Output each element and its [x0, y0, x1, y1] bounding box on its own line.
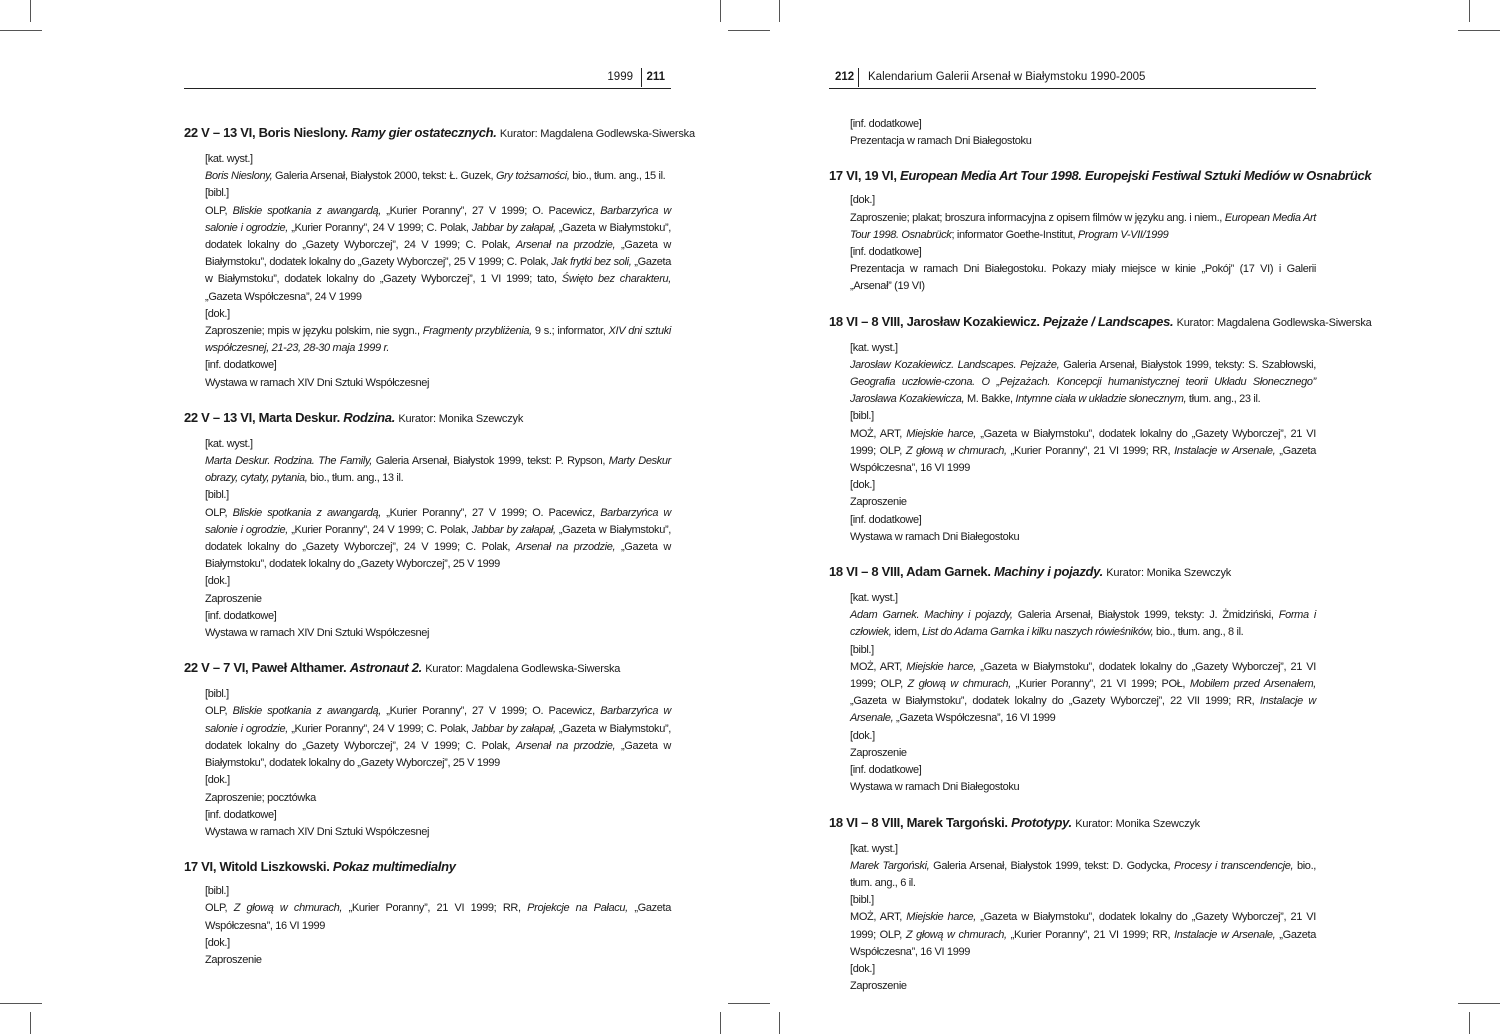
- entry-line: [205, 357, 671, 374]
- entry-line: [205, 883, 671, 900]
- line-text: [dok.]: [205, 575, 230, 588]
- entry-line: [205, 487, 671, 504]
- entry-title: Astronaut 2.: [349, 660, 422, 676]
- entry-line: [850, 745, 1316, 762]
- calendar-entry: [829, 313, 1372, 546]
- entry-line: [850, 590, 1316, 607]
- entry-title: Ramy gier ostatecznych.: [351, 125, 497, 140]
- crop-mark: [30, 0, 31, 22]
- italic-title-text: Jabbar by załapał,: [471, 722, 556, 735]
- entry-body: [829, 590, 1316, 796]
- page-content: [829, 116, 1372, 1012]
- italic-title-text: Instalacje w Arsenale,: [1174, 928, 1276, 941]
- entry-title: Machiny i pojazdy.: [993, 564, 1103, 580]
- line-text: Galeria Arsenał, Białystok 2000, tekst: Ł. Guzek,: [272, 170, 496, 183]
- running-head-year: 1999: [607, 71, 633, 83]
- calendar-entry: [184, 124, 695, 392]
- line-text: Wystawa w ramach XIV Dni Sztuki Współczesnej: [205, 627, 430, 640]
- italic-title-text: Marta Deskur. Rodzina. The Family,: [205, 455, 373, 468]
- line-text: MOŻ, ART,: [850, 427, 907, 440]
- line-text: „Gazeta Współczesna”, 16 VI 1999: [205, 902, 671, 932]
- line-text: „Gazeta w Białymstoku”, dodatek lokalny do „Gazety Wyborczej”, 21 VI 1999; OLP,: [850, 427, 1316, 457]
- entry-line: [205, 824, 671, 841]
- entry-line: [850, 210, 1316, 244]
- line-text: Zaproszenie: [205, 592, 262, 605]
- entry-line: [850, 909, 1316, 961]
- italic-title-text: Miejskie harce,: [906, 427, 976, 440]
- line-text: „Gazeta w Białymstoku”, dodatek lokalny do „Gazety Wyborczej”, 25 V 1999; C. Polak,: [205, 239, 672, 269]
- italic-title-text: Program V-VII/1999: [1077, 228, 1169, 241]
- entry-line: [205, 935, 671, 952]
- line-text: [bibl.]: [850, 643, 874, 656]
- line-text: OLP,: [205, 506, 233, 519]
- entry-dates-artist: 18 VI – 8 VIII, Marek Targoński.: [829, 814, 1008, 830]
- entry-line: [205, 505, 671, 574]
- italic-title-text: Instalacje w Arsenale,: [1174, 444, 1276, 457]
- entry-line: [205, 573, 671, 590]
- line-text: Wystawa w ramach Dni Białegostoku: [850, 530, 1020, 543]
- entry-line: [205, 453, 671, 487]
- line-text: Zaproszenie: [850, 496, 907, 509]
- page-content: [184, 124, 695, 986]
- line-text: Zaproszenie: [205, 953, 262, 966]
- crop-mark: [779, 1012, 780, 1034]
- entry-line: [850, 841, 1316, 858]
- italic-title-text: Jabbar by załapał,: [471, 221, 556, 234]
- line-text: [dok.]: [850, 194, 875, 207]
- line-text: tłum. ang., 23 il.: [1186, 393, 1261, 406]
- line-text: Galeria Arsenał, Białystok 1999, tekst: P. Rypson,: [372, 455, 609, 468]
- line-text: idem,: [891, 626, 923, 639]
- line-text: „Kurier Poranny”, 21 VI 1999; RR,: [1006, 928, 1175, 941]
- italic-title-text: Instalacje w Arsenale,: [850, 695, 1317, 725]
- entry-line: [205, 168, 671, 185]
- left-page: [184, 0, 695, 1034]
- line-text: „Kurier Poranny”, 21 VI 1999; RR,: [342, 902, 528, 915]
- entry-heading: [829, 814, 1316, 833]
- italic-title-text: Jak frytki bez soli,: [551, 256, 632, 269]
- entry-heading: [829, 313, 1372, 332]
- entry-body: [829, 841, 1316, 996]
- line-text: [dok.]: [850, 962, 875, 975]
- entry-body: [829, 192, 1316, 295]
- entry-line: [850, 494, 1316, 511]
- line-text: MOŻ, ART,: [850, 911, 907, 924]
- running-head-divider: [858, 68, 859, 87]
- line-text: MOŻ, ART,: [850, 660, 907, 673]
- line-text: OLP,: [205, 204, 233, 217]
- line-text: Zaproszenie; mpis w języku polskim, nie sygn.,: [205, 325, 423, 338]
- line-text: [kat. wyst.]: [850, 842, 898, 855]
- line-text: Wystawa w ramach Dni Białegostoku: [850, 781, 1020, 794]
- continuation-block: [829, 116, 1316, 150]
- entry-curator: Kurator: Monika Szewczyk: [1106, 567, 1232, 580]
- line-text: bio., tłum. ang., 8 il.: [1153, 626, 1244, 639]
- line-text: „Gazeta w Białymstoku”, dodatek lokalny do „Gazety Wyborczej”, 24 V 1999; C. Polak,: [205, 722, 671, 752]
- italic-title-text: Święto bez charakteru,: [561, 273, 671, 286]
- line-text: [inf. dodatkowe]: [205, 359, 277, 372]
- entry-line: [205, 807, 671, 824]
- entry-line: [850, 426, 1316, 478]
- italic-title-text: XIV dni sztuki współczesnej, 21-23, 28-30 maja 1999 r.: [205, 325, 671, 355]
- crop-mark: [720, 0, 721, 22]
- line-text: „Gazeta Współczesna”, 16 VI 1999: [850, 444, 1316, 475]
- line-text: [dok.]: [205, 307, 230, 320]
- entry-line: [205, 625, 671, 642]
- italic-title-text: Adam Garnek. Machiny i pojazdy,: [850, 609, 1013, 622]
- entry-title: Rodzina.: [343, 409, 396, 425]
- entry-line: [205, 900, 671, 934]
- entry-line: [850, 512, 1316, 529]
- line-text: „Gazeta w Białymstoku”, dodatek lokalny do „Gazety Wyborczej”, 25 V 1999: [205, 541, 672, 571]
- entry-heading: [829, 167, 1372, 184]
- line-text: [kat. wyst.]: [850, 592, 898, 605]
- italic-title-text: Projekcje na Pałacu,: [527, 902, 628, 915]
- running-head: [829, 68, 1316, 89]
- entry-heading: [184, 858, 671, 875]
- italic-title-text: Z głową w chmurach,: [905, 444, 1007, 457]
- crop-mark: [1458, 1003, 1500, 1004]
- entry-curator: Kurator: Magdalena Godlewska-Siwerska: [499, 128, 695, 140]
- line-text: OLP,: [205, 705, 233, 718]
- entry-line: [850, 978, 1316, 995]
- entry-dates-artist: 18 VI – 8 VIII, Jarosław Kozakiewicz.: [829, 313, 1040, 329]
- italic-title-text: Barbarzyńca w salonie i ogrodzie,: [205, 506, 672, 536]
- entry-curator: Kurator: Magdalena Godlewska-Siwerska: [1176, 316, 1372, 329]
- line-text: 9 s.; informator,: [531, 325, 609, 338]
- italic-title-text: Forma i człowiek,: [850, 609, 1316, 639]
- line-text: Zaproszenie; pocztówka: [205, 791, 316, 804]
- italic-title-text: Boris Nieslony,: [205, 170, 273, 183]
- italic-title-text: Jarosław Kozakiewicz. Landscapes. Pejzaże,: [850, 358, 1060, 371]
- line-text: [dok.]: [205, 936, 230, 949]
- crop-mark: [0, 30, 42, 31]
- italic-title-text: Arsenał na przodzie,: [515, 739, 616, 752]
- entry-line: [205, 772, 671, 789]
- line-text: [kat. wyst.]: [205, 437, 253, 450]
- calendar-entry: [184, 858, 671, 969]
- line-text: [inf. dodatkowe]: [850, 246, 922, 259]
- entry-line: [205, 790, 671, 807]
- line-text: „Gazeta Współczesna”, 16 VI 1999: [850, 928, 1316, 958]
- line-text: [inf. dodatkowe]: [205, 808, 277, 821]
- italic-title-text: Miejskie harce,: [906, 911, 976, 924]
- entry-curator: Kurator: Monika Szewczyk: [1075, 817, 1200, 830]
- entry-body: [184, 686, 671, 841]
- line-text: [dok.]: [850, 479, 875, 492]
- line-text: „Kurier Poranny”, 27 V 1999; O. Pacewicz,: [380, 204, 601, 217]
- line-text: „Gazeta w Białymstoku”, dodatek lokalny do „Gazety Wyborczej”, 21 VI 1999; OLP,: [850, 660, 1316, 691]
- calendar-entry: [184, 659, 671, 841]
- line-text: Galeria Arsenał, Białystok 1999, teksty: J. Żmidziński,: [1012, 609, 1279, 622]
- entry-line: [850, 762, 1316, 779]
- crop-mark: [1469, 1012, 1470, 1034]
- italic-title-text: Gry tożsamości,: [495, 170, 570, 183]
- entry-dates-artist: 17 VI, Witold Liszkowski.: [184, 859, 330, 875]
- italic-title-text: Arsenał na przodzie,: [515, 239, 616, 252]
- line-text: Zaproszenie; plakat; broszura informacyjna z opisem filmów w języku ang. i niem.,: [850, 211, 1225, 224]
- entry-line: [850, 244, 1316, 261]
- italic-title-text: Miejskie harce,: [906, 660, 976, 673]
- line-text: [inf. dodatkowe]: [850, 118, 922, 130]
- line-text: [bibl.]: [205, 688, 229, 701]
- entry-line: [205, 952, 671, 969]
- entry-dates-artist: 22 V – 13 VI, Boris Nieslony.: [184, 125, 348, 140]
- entry-line: [850, 858, 1316, 892]
- crop-mark: [728, 1003, 770, 1004]
- running-head: [184, 68, 671, 89]
- crop-mark: [728, 30, 770, 31]
- entry-line: [850, 892, 1316, 909]
- italic-title-text: Barbarzyńca w salonie i ogrodzie,: [205, 204, 672, 234]
- line-text: [inf. dodatkowe]: [205, 609, 277, 622]
- entry-heading: [184, 659, 671, 678]
- line-text: „Gazeta Współczesna”, 24 V 1999: [205, 290, 362, 303]
- line-text: [inf. dodatkowe]: [850, 764, 922, 777]
- running-head-divider: [641, 68, 642, 87]
- line-text: [inf. dodatkowe]: [850, 513, 922, 526]
- entry-line: [205, 203, 671, 306]
- italic-title-text: Bliskie spotkania z awangardą,: [232, 506, 381, 519]
- entry-line: [205, 591, 671, 608]
- italic-title-text: Jabbar by załapał,: [471, 523, 556, 536]
- line-text: [kat. wyst.]: [850, 341, 898, 354]
- entry-title: Pejzaże / Landscapes.: [1043, 313, 1174, 329]
- page-number: 212: [835, 71, 855, 83]
- entry-body: [184, 151, 671, 392]
- line-text: Galeria Arsenał, Białystok 1999, teksty: S. Szabłowski,: [1059, 358, 1316, 371]
- italic-title-text: Intymne ciała w układzie słonecznym,: [1015, 393, 1187, 406]
- italic-title-text: European Media Art Tour 1998. Osnabrück: [850, 211, 1316, 241]
- page-number: 211: [646, 71, 665, 83]
- line-text: „Kurier Poranny”, 24 V 1999; C. Polak,: [288, 221, 472, 234]
- italic-title-text: List do Adama Garnka i kilku naszych rówieśników,: [922, 626, 1154, 639]
- line-text: „Kurier Poranny”, 24 V 1999; C. Polak,: [288, 523, 472, 536]
- crop-mark: [0, 1003, 42, 1004]
- entry-line: [850, 961, 1316, 978]
- italic-title-text: Geografia uczłowie-czona. O „Pejzażach. Koncepcji humanistycznej teorii Układu Słonecznego” Jarosława Kozakiewicza,: [850, 376, 1316, 406]
- line-text: „Gazeta w Białymstoku”, dodatek lokalny do „Gazety Wyborczej”, 24 V 1999; C. Polak,: [205, 523, 671, 554]
- line-text: Zaproszenie: [850, 980, 907, 993]
- entry-line: [850, 261, 1316, 295]
- italic-title-text: Marek Targoński,: [850, 859, 930, 872]
- entry-dates-artist: 22 V – 7 VI, Paweł Althamer.: [184, 660, 347, 676]
- entry-dates-artist: 22 V – 13 VI, Marta Deskur.: [184, 409, 340, 425]
- line-text: „Gazeta w Białymstoku”, dodatek lokalny do „Gazety Wyborczej”, 22 VII 1999; RR,: [850, 695, 1260, 708]
- line-text: „Kurier Poranny”, 21 VI 1999; POŁ,: [1010, 678, 1190, 691]
- line-text: Wystawa w ramach XIV Dni Sztuki Współczesnej: [205, 376, 430, 389]
- entry-line: [850, 340, 1316, 357]
- entry-title: Pokaz multimedialny: [332, 859, 456, 875]
- italic-title-text: Bliskie spotkania z awangardą,: [232, 204, 381, 217]
- entry-title: Prototypy.: [1011, 814, 1072, 830]
- line-text: [dok.]: [205, 774, 230, 787]
- entry-line: [205, 185, 671, 202]
- entry-line: [205, 436, 671, 453]
- entry-line: [205, 608, 671, 625]
- line-text: „Kurier Poranny”, 21 VI 1999; RR,: [1006, 444, 1175, 457]
- line-text: [bibl.]: [205, 187, 229, 200]
- crop-mark: [720, 1012, 721, 1034]
- entry-line: [850, 728, 1316, 745]
- entry-dates-artist: 17 VI, 19 VI,: [829, 168, 897, 184]
- entry-line: [205, 703, 671, 772]
- line-text: Zaproszenie: [850, 746, 907, 759]
- entry-curator: Kurator: Magdalena Godlewska-Siwerska: [425, 663, 621, 676]
- line-text: „Kurier Poranny”, 27 V 1999; O. Pacewicz,: [380, 506, 601, 519]
- entry-heading: [184, 124, 695, 143]
- entry-line: [850, 192, 1316, 209]
- entry-line: [850, 529, 1316, 546]
- italic-title-text: Arsenał na przodzie,: [515, 541, 616, 554]
- line-text: [dok.]: [850, 729, 875, 742]
- entry-line: [850, 357, 1316, 409]
- running-head-title: Kalendarium Galerii Arsenał w Białymstoku 1990-2005: [868, 71, 1146, 83]
- line-text: Prezentacja w ramach Dni Białegostoku. Pokazy miały miejsce w kinie „Pokój” (17 VI) i Galerii „Arsenał” (19 VI): [850, 263, 1316, 293]
- italic-title-text: Marty Deskur obrazy, cytaty, pytania,: [205, 455, 671, 485]
- entry-dates-artist: 18 VI – 8 VIII, Adam Garnek.: [829, 564, 991, 580]
- line-text: ; informator Goethe-Institut,: [951, 228, 1078, 241]
- entry-line: [850, 659, 1316, 728]
- entry-body: [829, 340, 1316, 546]
- calendar-entry: [829, 563, 1316, 796]
- entry-line: [850, 408, 1316, 425]
- line-text: [bibl.]: [205, 489, 229, 502]
- entry-line: [850, 779, 1316, 796]
- entry-line: [850, 116, 1316, 133]
- calendar-entry: [829, 167, 1372, 295]
- italic-title-text: Z głową w chmurach,: [905, 928, 1007, 941]
- entry-line: [850, 133, 1316, 150]
- italic-title-text: Z głową w chmurach,: [233, 902, 343, 915]
- entry-body: [829, 116, 1316, 150]
- crop-mark: [1469, 0, 1470, 22]
- line-text: „Gazeta Współczesna”, 16 VI 1999: [893, 712, 1056, 725]
- entry-line: [850, 477, 1316, 494]
- line-text: M. Bakke,: [964, 393, 1016, 406]
- calendar-entry: [829, 814, 1316, 996]
- line-text: bio., tłum. ang., 15 il.: [569, 170, 666, 183]
- line-text: „Gazeta w Białymstoku”, dodatek lokalny do „Gazety Wyborczej”, 1 VI 1999; tato,: [205, 256, 671, 286]
- entry-line: [205, 306, 671, 323]
- entry-line: [850, 642, 1316, 659]
- entry-line: [205, 375, 671, 392]
- entry-line: [205, 323, 671, 357]
- line-text: Wystawa w ramach XIV Dni Sztuki Współczesnej: [205, 825, 430, 838]
- right-page: [829, 0, 1372, 1034]
- line-text: Galeria Arsenał, Białystok 1999, tekst: D. Godycka,: [929, 859, 1174, 872]
- line-text: [bibl.]: [850, 410, 874, 423]
- line-text: Prezentacja w ramach Dni Białegostoku: [850, 135, 1032, 148]
- line-text: bio., tłum. ang., 13 il.: [307, 472, 404, 485]
- italic-title-text: Z głową w chmurach,: [907, 678, 1011, 691]
- calendar-entry: [184, 409, 671, 642]
- entry-line: [850, 607, 1316, 641]
- entry-body: [184, 436, 671, 642]
- line-text: „Gazeta w Białymstoku”, dodatek lokalny do „Gazety Wyborczej”, 24 V 1999; C. Polak,: [205, 221, 671, 252]
- line-text: „Kurier Poranny”, 24 V 1999; C. Polak,: [288, 722, 472, 735]
- italic-title-text: Procesy i transcendencje,: [1173, 859, 1294, 872]
- entry-line: [205, 686, 671, 703]
- italic-title-text: Mobilem przed Arsenałem,: [1189, 678, 1316, 691]
- crop-mark: [30, 1012, 31, 1034]
- italic-title-text: Bliskie spotkania z awangardą,: [232, 705, 381, 718]
- entry-curator: Kurator: Monika Szewczyk: [398, 412, 524, 425]
- crop-mark: [779, 0, 780, 22]
- entry-line: [205, 151, 671, 168]
- italic-title-text: Fragmenty przybliżenia,: [422, 325, 532, 338]
- entry-body: [184, 883, 671, 969]
- line-text: „Gazeta w Białymstoku”, dodatek lokalny do „Gazety Wyborczej”, 25 V 1999: [205, 739, 672, 770]
- line-text: [bibl.]: [850, 894, 874, 907]
- entry-title: European Media Art Tour 1998. Europejski Festiwal Sztuki Mediów w Osnabrück: [899, 168, 1372, 184]
- line-text: „Kurier Poranny”, 27 V 1999; O. Pacewicz,: [380, 705, 601, 718]
- entry-heading: [184, 409, 671, 428]
- entry-heading: [829, 563, 1316, 582]
- crop-mark: [1458, 30, 1500, 31]
- line-text: [bibl.]: [205, 885, 229, 898]
- italic-title-text: Barbarzyńca w salonie i ogrodzie,: [205, 705, 672, 735]
- line-text: [kat. wyst.]: [205, 153, 253, 165]
- line-text: bio., tłum. ang., 6 il.: [850, 859, 1316, 889]
- line-text: „Gazeta w Białymstoku”, dodatek lokalny do „Gazety Wyborczej”, 21 VI 1999; OLP,: [850, 911, 1316, 941]
- line-text: OLP,: [205, 902, 234, 915]
